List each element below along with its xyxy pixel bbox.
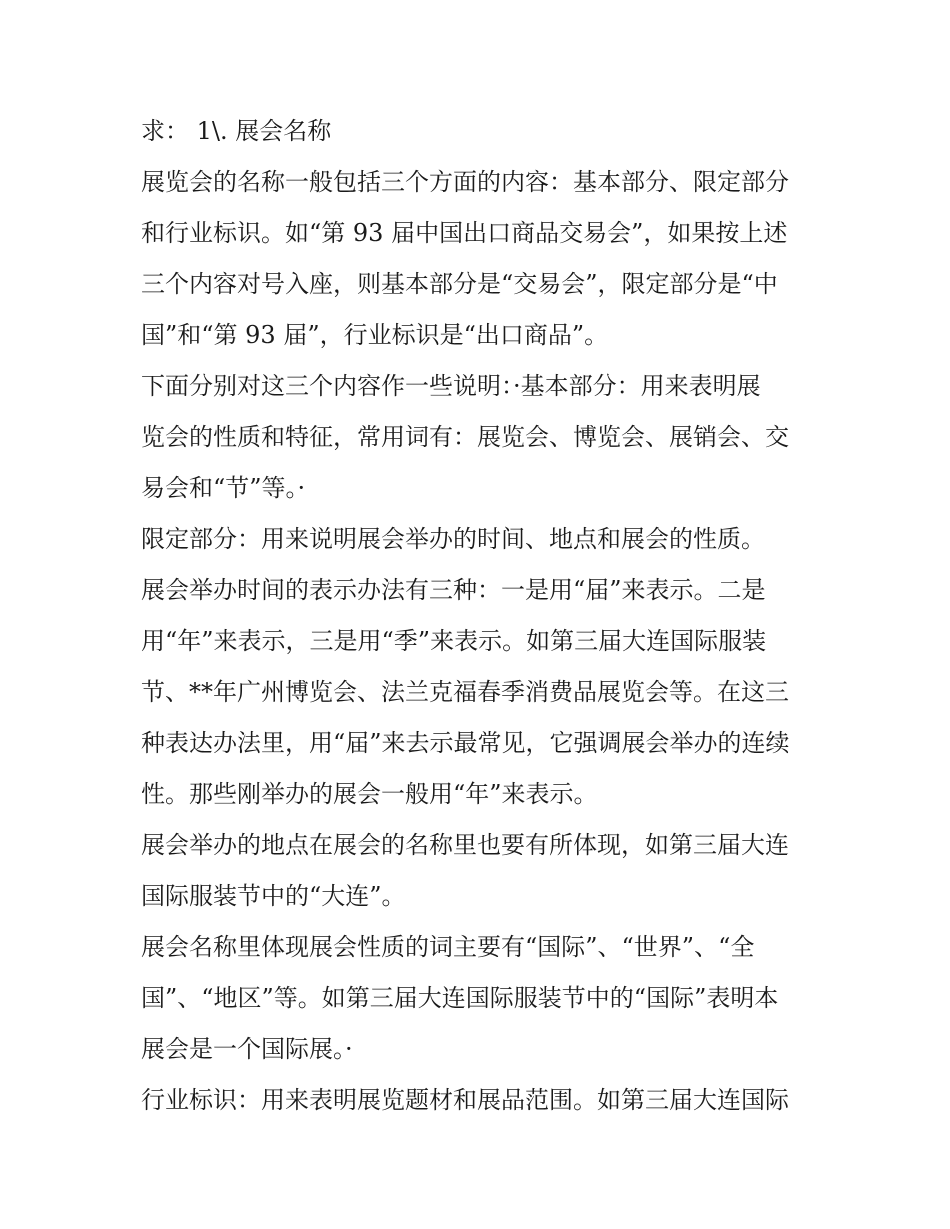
text-line: 求： 1\. 展会名称 (141, 117, 332, 145)
text-line: 三个内容对号入座，则基本部分是“交易会”，限定部分是“中 (141, 270, 778, 298)
text-line: 国际服装节中的“大连”。 (141, 882, 406, 910)
text-line: 限定部分：用来说明展会举办的时间、地点和展会的性质。 (141, 525, 765, 553)
text-line: 行业标识：用来表明展览题材和展品范围。如第三届大连国际 (141, 1086, 789, 1114)
text-line: 展会名称里体现展会性质的词主要有“国际”、“世界”、“全 (141, 933, 755, 961)
text-line: 和行业标识。如“第 93 届中国出口商品交易会”，如果按上述 (141, 219, 788, 247)
text-line: 易会和“节”等。· (141, 474, 306, 502)
text-line: 国”和“第 93 届”，行业标识是“出口商品”。 (141, 321, 609, 349)
text-line: 种表达办法里，用“届”来去示最常见，它强调展会举办的连续 (141, 729, 790, 757)
text-line: 展会举办的地点在展会的名称里也要有所体现，如第三届大连 (141, 831, 789, 859)
document-body (141, 112, 821, 1132)
text-line: 节、**年广州博览会、法兰克福春季消费品展览会等。在这三 (141, 678, 789, 706)
text-line: 展会是一个国际展。· (141, 1035, 353, 1063)
text-line: 国”、“地区”等。如第三届大连国际服装节中的“国际”表明本 (141, 984, 779, 1012)
text-line: 展会举办时间的表示办法有三种：一是用“届”来表示。二是 (141, 576, 766, 604)
text-line: 览会的性质和特征，常用词有：展览会、博览会、展销会、交 (141, 423, 789, 451)
text-line: 性。那些刚举办的展会一般用“年”来表示。 (141, 780, 598, 808)
text-line: 用“年”来表示，三是用“季”来表示。如第三届大连国际服装 (141, 627, 767, 655)
text-line: 展览会的名称一般包括三个方面的内容：基本部分、限定部分 (141, 168, 789, 196)
text-line: 下面分别对这三个内容作一些说明：·基本部分：用来表明展 (141, 372, 761, 400)
